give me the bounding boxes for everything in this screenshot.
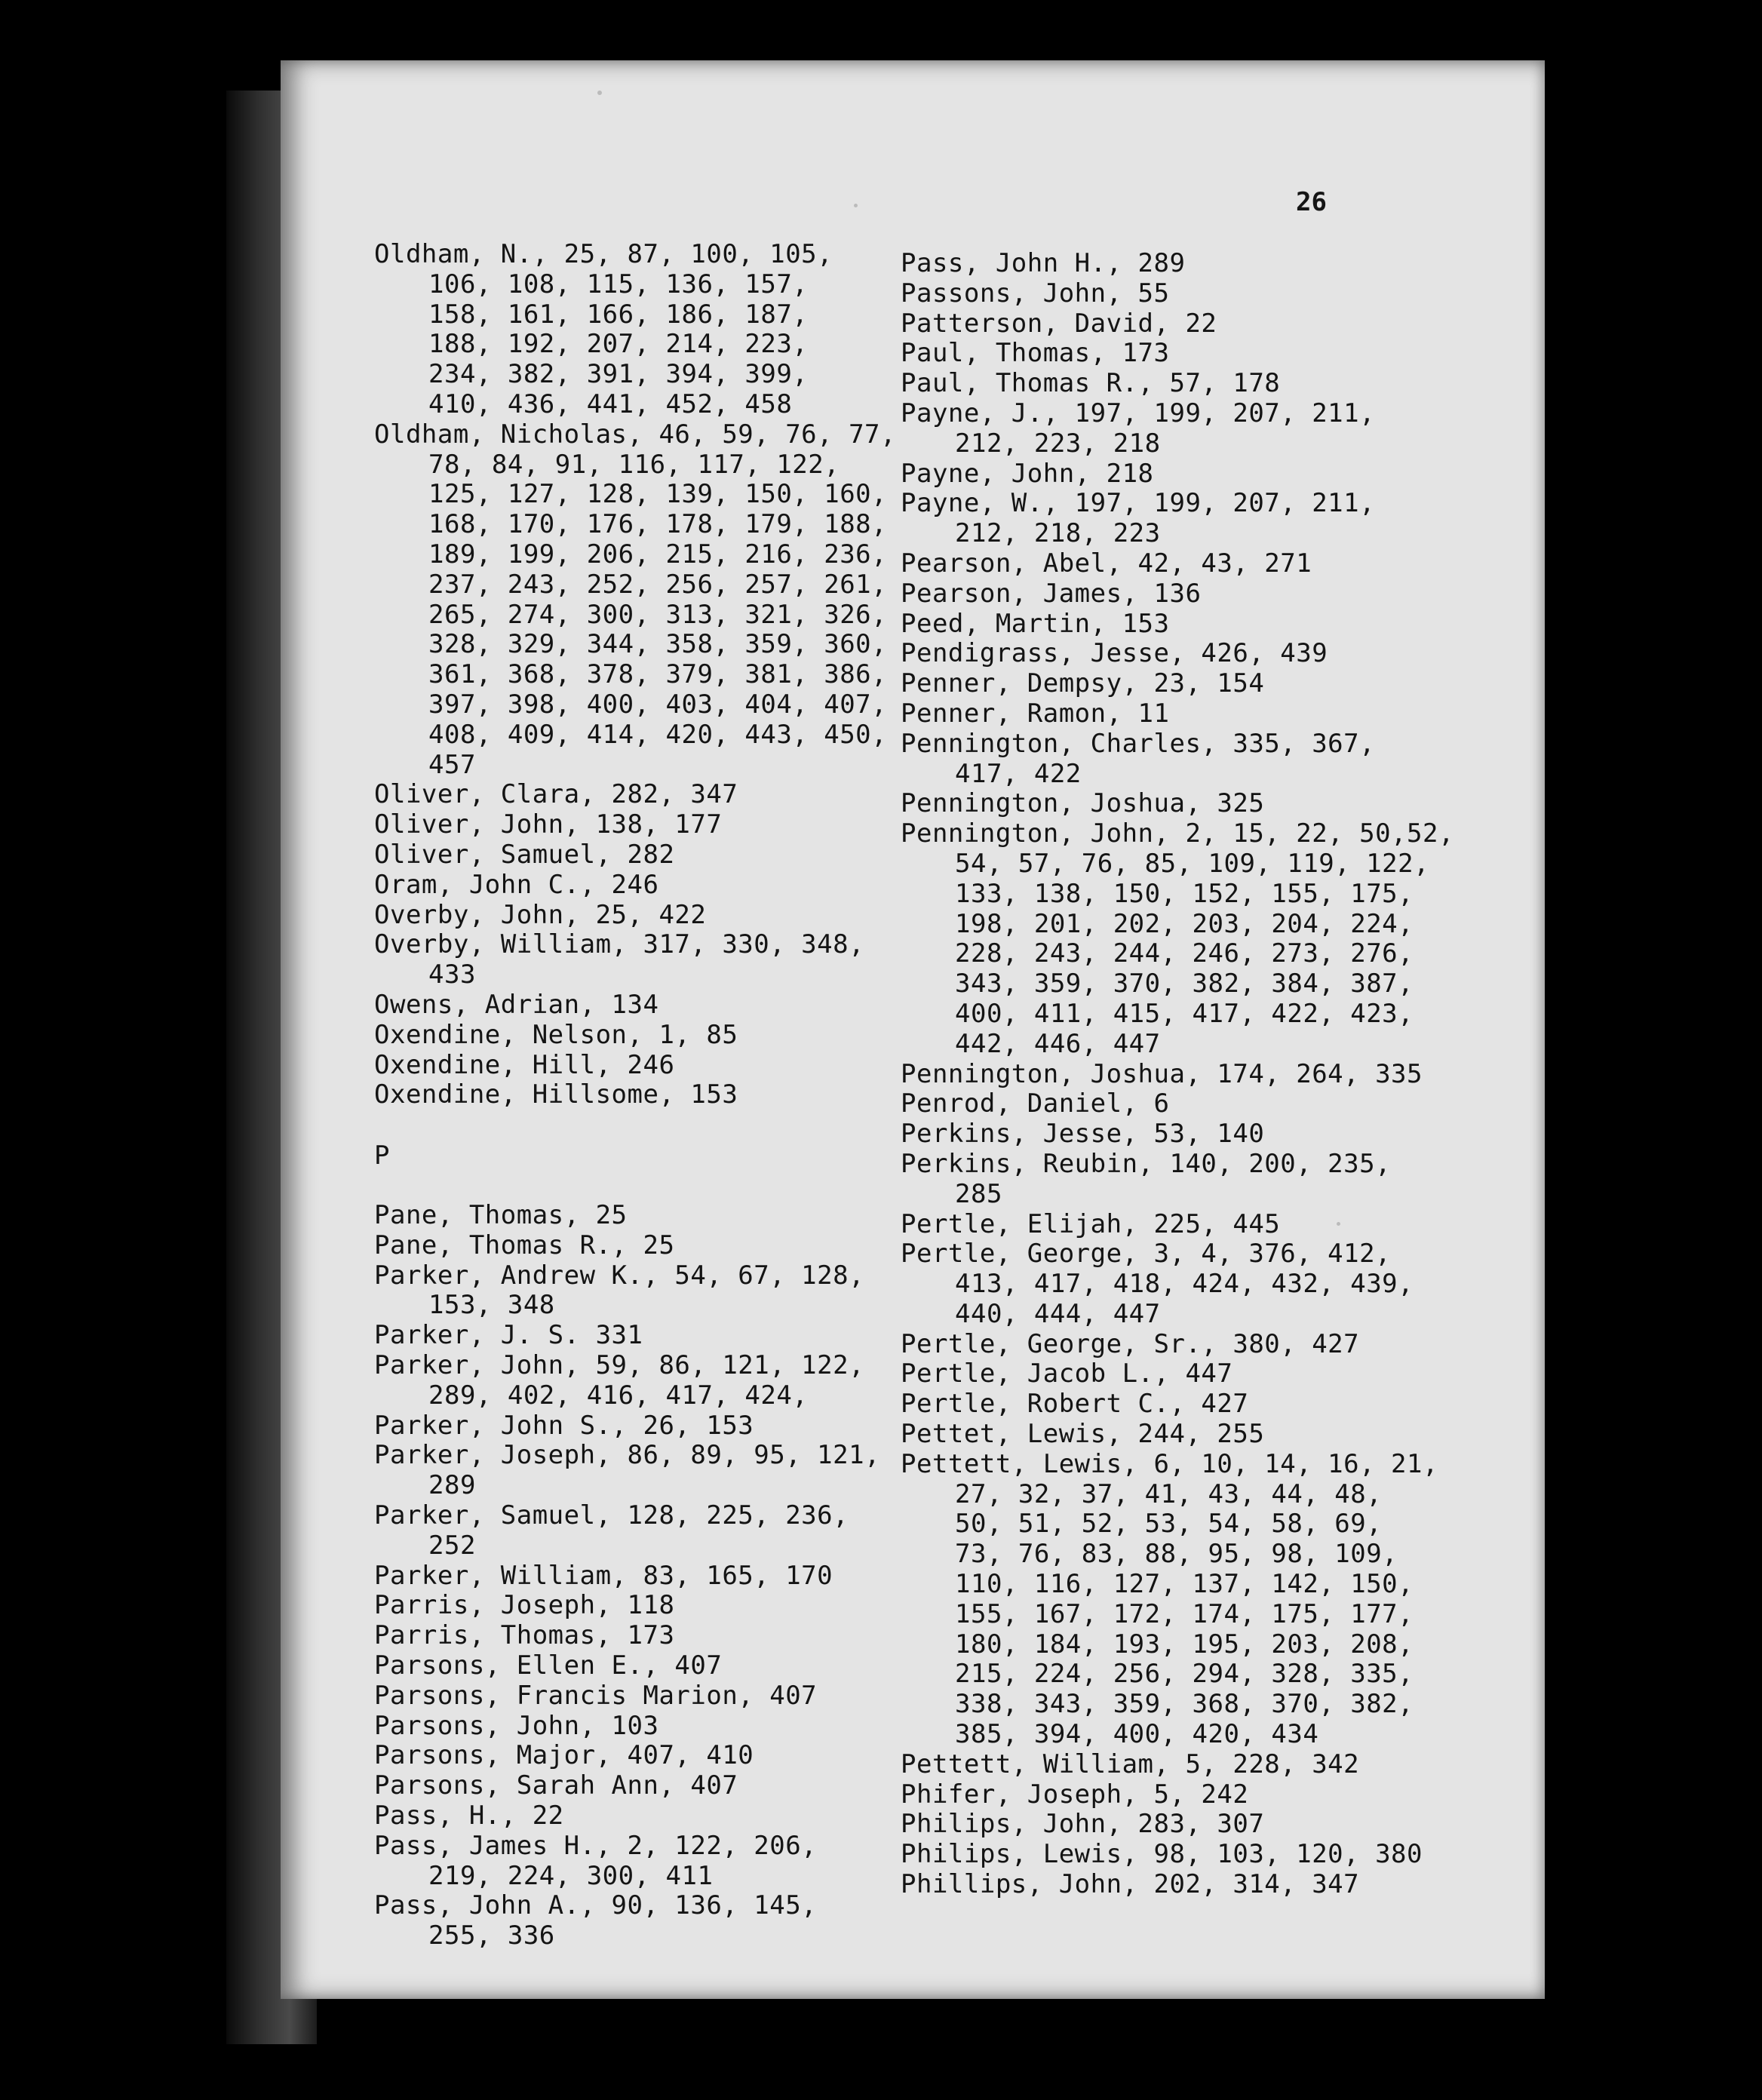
index-entry-line: Pass, John A., 90, 136, 145, — [374, 1890, 818, 1921]
index-entry-line: Pertle, Jacob L., 447 — [901, 1359, 1233, 1389]
index-entry-continuation: 265, 274, 300, 313, 321, 326, — [428, 599, 888, 630]
index-entry — [374, 901, 896, 931]
index-entry-line: Pennington, Joshua, 174, 264, 335 — [901, 1058, 1423, 1089]
index-entry-line: Phifer, Joseph, 5, 242 — [901, 1779, 1249, 1810]
index-entry-continuation: 158, 161, 166, 186, 187, — [428, 299, 809, 330]
index-entry-continuation: 153, 348 — [428, 1290, 555, 1321]
index-entry — [901, 669, 1454, 699]
index-entry-line: Parsons, Sarah Ann, 407 — [374, 1770, 738, 1801]
right-column-entries — [901, 249, 1454, 1900]
index-entry — [901, 1420, 1454, 1450]
section-letter-heading: P — [374, 1141, 390, 1171]
index-entry-line: Pass, James H., 2, 122, 206, — [374, 1830, 818, 1861]
index-entry-continuation: 328, 329, 344, 358, 359, 360, — [428, 629, 888, 660]
index-entry — [374, 1501, 880, 1561]
index-entry — [374, 1321, 880, 1351]
index-entry-line: Philips, Lewis, 98, 103, 120, 380 — [901, 1839, 1423, 1870]
index-entry-continuation: 50, 51, 52, 53, 54, 58, 69, — [955, 1509, 1383, 1540]
index-entry — [374, 780, 896, 810]
index-entry-line: Penner, Dempsy, 23, 154 — [901, 668, 1265, 699]
index-entry — [374, 1201, 880, 1231]
index-entry-continuation: 78, 84, 91, 116, 117, 122, — [428, 449, 840, 480]
index-entry — [901, 309, 1454, 339]
index-entry-line: Pane, Thomas R., 25 — [374, 1230, 675, 1260]
index-entry-continuation: 198, 201, 202, 203, 204, 224, — [955, 908, 1414, 939]
index-entry — [901, 1389, 1454, 1420]
index-entry-line: Parsons, Francis Marion, 407 — [374, 1680, 818, 1711]
index-entry-line: Patterson, David, 22 — [901, 308, 1217, 339]
index-entry-line: Oram, John C., 246 — [374, 869, 659, 900]
index-entry — [901, 1210, 1454, 1240]
index-entry — [901, 1840, 1454, 1870]
index-entry — [901, 1150, 1454, 1210]
index-entry-line: Oldham, N., 25, 87, 100, 105, — [374, 239, 833, 269]
index-entry — [374, 870, 896, 901]
index-entry-continuation: 400, 411, 415, 417, 422, 423, — [955, 998, 1414, 1029]
index-entry-line: Pertle, Robert C., 427 — [901, 1389, 1249, 1420]
index-entry-continuation: 215, 224, 256, 294, 328, 335, — [955, 1659, 1414, 1690]
index-entry — [374, 1051, 896, 1081]
index-entry-line: Oxendine, Hillsome, 153 — [374, 1079, 738, 1110]
index-entry — [374, 1561, 880, 1592]
index-entry — [374, 1021, 896, 1051]
index-entry-continuation: 228, 243, 244, 246, 273, 276, — [955, 938, 1414, 969]
index-entry — [374, 1080, 896, 1110]
index-entry — [374, 840, 896, 870]
index-entry-continuation: 343, 359, 370, 382, 384, 387, — [955, 969, 1414, 999]
index-entry — [901, 1810, 1454, 1840]
index-entry-line: Penner, Ramon, 11 — [901, 698, 1170, 729]
index-entry-continuation: 234, 382, 391, 394, 399, — [428, 359, 809, 390]
index-entry-continuation: 212, 218, 223 — [955, 518, 1161, 549]
index-entry-line: Phillips, John, 202, 314, 347 — [901, 1869, 1360, 1900]
index-entry — [901, 789, 1454, 819]
index-entry-continuation: 410, 436, 441, 452, 458 — [428, 388, 793, 419]
index-entry-continuation: 417, 422 — [955, 758, 1082, 789]
index-entry-continuation: 289, 402, 416, 417, 424, — [428, 1380, 809, 1411]
index-entry-line: Pertle, Elijah, 225, 445 — [901, 1208, 1281, 1239]
index-entry — [374, 1801, 880, 1831]
index-entry-continuation: 188, 192, 207, 214, 223, — [428, 329, 809, 360]
index-entry-line: Passons, John, 55 — [901, 278, 1170, 309]
index-entry-continuation: 442, 446, 447 — [955, 1028, 1161, 1059]
index-entry-continuation: 361, 368, 378, 379, 381, 386, — [428, 659, 888, 690]
index-entry-continuation: 397, 398, 400, 403, 404, 407, — [428, 689, 888, 720]
index-entry — [901, 579, 1454, 609]
index-entry-continuation: 219, 224, 300, 411 — [428, 1860, 714, 1891]
page-number: 26 — [1296, 187, 1327, 217]
index-entry — [901, 459, 1454, 490]
index-entry — [374, 1351, 880, 1411]
index-entry-line: Oxendine, Nelson, 1, 85 — [374, 1019, 738, 1050]
index-entry — [374, 1831, 880, 1892]
index-entry — [901, 729, 1454, 790]
left-column-o-entries — [374, 240, 896, 1110]
index-entry-continuation: 106, 108, 115, 136, 157, — [428, 269, 809, 299]
index-entry-line: Oldham, Nicholas, 46, 59, 76, 77, — [374, 419, 897, 450]
index-entry — [374, 1441, 880, 1501]
index-entry-line: Oliver, Clara, 282, 347 — [374, 779, 738, 810]
index-entry-line: Parker, William, 83, 165, 170 — [374, 1560, 833, 1591]
left-column-p-entries — [374, 1201, 880, 1951]
index-entry-line: Paul, Thomas R., 57, 178 — [901, 368, 1281, 399]
index-entry — [901, 1359, 1454, 1389]
index-entry-line: Pendigrass, Jesse, 426, 439 — [901, 638, 1328, 669]
index-entry-line: Penrod, Daniel, 6 — [901, 1088, 1170, 1119]
paper-speck — [854, 204, 858, 207]
index-entry-line: Parker, J. S. 331 — [374, 1320, 643, 1351]
index-entry-line: Owens, Adrian, 134 — [374, 989, 659, 1020]
index-entry — [901, 489, 1454, 549]
index-entry-continuation: 125, 127, 128, 139, 150, 160, — [428, 479, 888, 510]
index-entry-continuation: 189, 199, 206, 215, 216, 236, — [428, 539, 888, 570]
index-entry — [901, 279, 1454, 309]
index-entry — [374, 1591, 880, 1621]
index-entry-line: Pearson, James, 136 — [901, 578, 1202, 609]
index-entry — [374, 810, 896, 840]
index-entry — [901, 339, 1454, 369]
index-entry-continuation: 285 — [955, 1178, 1002, 1209]
index-entry-line: Parsons, Ellen E., 407 — [374, 1650, 723, 1681]
index-entry — [374, 240, 896, 420]
index-entry-line: Payne, W., 197, 199, 207, 211, — [901, 488, 1376, 519]
index-entry-continuation: 73, 76, 83, 88, 95, 98, 109, — [955, 1539, 1398, 1570]
index-entry-line: Pertle, George, Sr., 380, 427 — [901, 1328, 1360, 1359]
index-entry-line: Pennington, Joshua, 325 — [901, 788, 1265, 819]
index-entry-continuation: 433 — [428, 959, 476, 990]
index-entry-continuation: 385, 394, 400, 420, 434 — [955, 1719, 1319, 1750]
index-entry-continuation: 338, 343, 359, 368, 370, 382, — [955, 1689, 1414, 1720]
index-entry — [901, 1750, 1454, 1780]
index-entry-line: Parker, John, 59, 86, 121, 122, — [374, 1349, 865, 1380]
index-entry-continuation: 255, 336 — [428, 1920, 555, 1951]
index-entry — [901, 1330, 1454, 1360]
index-entry — [901, 1450, 1454, 1750]
index-entry — [374, 990, 896, 1021]
index-entry-continuation: 237, 243, 252, 256, 257, 261, — [428, 569, 888, 600]
index-entry-continuation: 168, 170, 176, 178, 179, 188, — [428, 509, 888, 540]
index-entry-continuation: 110, 116, 127, 137, 142, 150, — [955, 1569, 1414, 1600]
index-entry-continuation: 408, 409, 414, 420, 443, 450, — [428, 719, 888, 750]
index-entry-line: Parker, Joseph, 86, 89, 95, 121, — [374, 1440, 881, 1471]
index-entry-line: Perkins, Reubin, 140, 200, 235, — [901, 1148, 1392, 1179]
index-entry-continuation: 440, 444, 447 — [955, 1298, 1161, 1329]
index-entry-line: Oliver, John, 138, 177 — [374, 809, 723, 840]
index-entry-line: Pettet, Lewis, 244, 255 — [901, 1419, 1265, 1450]
index-entry — [901, 1239, 1454, 1329]
index-entry-continuation: 457 — [428, 749, 476, 780]
index-entry-line: Pettett, William, 5, 228, 342 — [901, 1748, 1360, 1779]
index-entry — [901, 399, 1454, 459]
index-entry — [374, 1231, 880, 1261]
index-entry-line: Parris, Joseph, 118 — [374, 1590, 675, 1621]
index-entry-line: Philips, John, 283, 307 — [901, 1809, 1265, 1840]
index-entry — [901, 699, 1454, 729]
index-entry-continuation: 27, 32, 37, 41, 43, 44, 48, — [955, 1478, 1383, 1509]
index-entry-continuation: 54, 57, 76, 85, 109, 119, 122, — [955, 848, 1430, 879]
index-entry-line: Parker, John S., 26, 153 — [374, 1410, 754, 1441]
index-entry-continuation: 289 — [428, 1470, 476, 1501]
index-entry — [374, 1651, 880, 1681]
index-entry — [901, 819, 1454, 1059]
index-entry-line: Payne, J., 197, 199, 207, 211, — [901, 398, 1376, 428]
index-entry — [374, 1712, 880, 1742]
index-entry — [901, 639, 1454, 669]
index-entry — [901, 369, 1454, 399]
index-entry — [901, 1089, 1454, 1119]
index-entry-line: Overby, William, 317, 330, 348, — [374, 929, 865, 960]
index-entry — [374, 1621, 880, 1651]
index-entry-continuation: 155, 167, 172, 174, 175, 177, — [955, 1598, 1414, 1629]
index-entry-continuation: 180, 184, 193, 195, 203, 208, — [955, 1629, 1414, 1659]
index-entry — [901, 1119, 1454, 1150]
index-entry — [901, 249, 1454, 279]
index-entry-line: Overby, John, 25, 422 — [374, 899, 707, 930]
index-entry — [374, 1681, 880, 1712]
index-entry — [901, 549, 1454, 579]
index-entry-line: Pennington, Charles, 335, 367, — [901, 728, 1376, 759]
index-entry-line: Pertle, George, 3, 4, 376, 412, — [901, 1239, 1392, 1270]
index-entry-continuation: 413, 417, 418, 424, 432, 439, — [955, 1269, 1414, 1300]
index-entry — [901, 1060, 1454, 1090]
index-entry-line: Pearson, Abel, 42, 43, 271 — [901, 548, 1312, 579]
index-entry — [374, 1261, 880, 1322]
index-entry-line: Pettett, Lewis, 6, 10, 14, 16, 21, — [901, 1448, 1438, 1479]
index-entry-line: Peed, Martin, 153 — [901, 608, 1170, 639]
index-entry-line: Oxendine, Hill, 246 — [374, 1049, 675, 1080]
index-entry — [374, 1771, 880, 1801]
index-entry-line: Oliver, Samuel, 282 — [374, 839, 675, 870]
index-entry — [374, 420, 896, 781]
index-entry-line: Parris, Thomas, 173 — [374, 1620, 675, 1651]
index-entry-line: Pane, Thomas, 25 — [374, 1200, 628, 1230]
index-entry-continuation: 252 — [428, 1530, 476, 1561]
index-entry — [374, 1741, 880, 1771]
index-entry-line: Pass, John H., 289 — [901, 248, 1186, 278]
index-entry — [374, 1891, 880, 1951]
paper-speck — [597, 91, 602, 95]
index-entry-line: Payne, John, 218 — [901, 458, 1154, 489]
index-entry — [901, 609, 1454, 640]
index-entry-line: Parker, Andrew K., 54, 67, 128, — [374, 1260, 865, 1291]
index-entry-line: Parsons, Major, 407, 410 — [374, 1740, 754, 1771]
index-entry — [901, 1870, 1454, 1900]
index-entry — [901, 1780, 1454, 1810]
index-entry-line: Pass, H., 22 — [374, 1800, 564, 1831]
index-entry-line: Parsons, John, 103 — [374, 1710, 659, 1741]
index-entry-line: Pennington, John, 2, 15, 22, 50,52, — [901, 818, 1454, 849]
index-entry-continuation: 133, 138, 150, 152, 155, 175, — [955, 878, 1414, 909]
index-entry-line: Paul, Thomas, 173 — [901, 338, 1170, 369]
index-entry — [374, 1411, 880, 1441]
index-entry-continuation: 212, 223, 218 — [955, 428, 1161, 459]
index-entry-line: Parker, Samuel, 128, 225, 236, — [374, 1500, 849, 1530]
index-entry-line: Perkins, Jesse, 53, 140 — [901, 1119, 1265, 1150]
index-entry — [374, 930, 896, 990]
